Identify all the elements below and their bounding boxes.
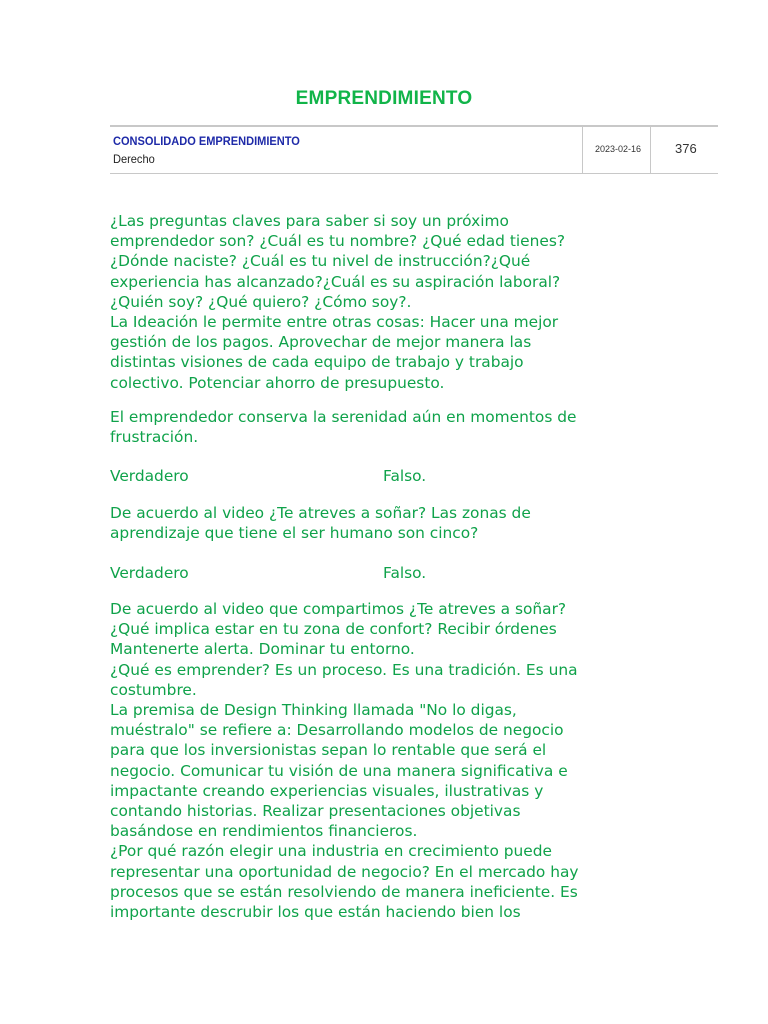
text-line: ¿Las preguntas claves para saber si soy un próximo (110, 212, 509, 230)
header-date-cell (582, 127, 651, 173)
text-line: colectivo. Potenciar ahorro de presupuesto. (110, 373, 445, 392)
document-number: 376 (675, 141, 697, 156)
text-line: Mantenerte alerta. Dominar tu entorno. (110, 640, 415, 659)
false-option-label: Falso. (383, 467, 427, 485)
text-line: ¿Por qué razón elegir una industria en crecimiento puede (110, 842, 553, 861)
text-line: impactante creando experiencias visuales, ilustrativas y (110, 781, 544, 800)
page-title: EMPRENDIMIENTO (295, 88, 473, 109)
text-line: procesos que se están resolviendo de manera ineficiente. Es (110, 882, 578, 901)
text-line: frustración. (110, 428, 199, 447)
text-line: distintas visiones de cada equipo de trabajo y trabajo (110, 353, 524, 372)
text-line: representar una oportunidad de negocio? En el mercado hay (110, 862, 579, 881)
document-date: 2023-02-16 (595, 144, 642, 154)
text-line: ¿Quién soy? ¿Qué quiero? ¿Cómo soy?. (110, 292, 412, 311)
true-option-label: Verdadero (110, 467, 189, 485)
header-main-cell (110, 127, 582, 173)
course-subtitle: Derecho (113, 152, 155, 166)
paragraph-block-1 (110, 211, 670, 393)
true-option-label: Verdadero (110, 564, 189, 582)
document-header-table (110, 125, 718, 174)
text-line: aprendizaje que tiene el ser humano son cinco? (110, 524, 479, 543)
text-line: contando historias. Realizar presentaciones objetivas (110, 802, 521, 821)
text-line: negocio. Comunicar tu visión de una manera significativa e (110, 761, 568, 780)
text-line: El emprendedor conserva la serenidad aún en momentos de (110, 408, 577, 426)
text-line: gestión de los pagos. Aprovechar de mejor manera las (110, 333, 532, 352)
text-line: costumbre. (110, 680, 197, 699)
false-option-label: Falso. (383, 564, 427, 582)
text-line: muéstralo" se refiere a: Desarrollando modelos de negocio (110, 721, 564, 740)
text-line: para que los inversionistas sepan lo rentable que será el (110, 741, 547, 760)
text-line: ¿Qué implica estar en tu zona de confort? Recibir órdenes (110, 620, 557, 639)
text-line: La premisa de Design Thinking llamada "No lo digas, (110, 701, 517, 720)
text-line: De acuerdo al video ¿Te atreves a soñar? Las zonas de (110, 504, 531, 522)
paragraph-block-2 (110, 407, 670, 447)
text-line: ¿Qué es emprender? Es un proceso. Es una tradición. Es una (110, 660, 578, 679)
course-title: CONSOLIDADO EMPRENDIMIENTO (113, 134, 300, 148)
text-line: La Ideación le permite entre otras cosas: Hacer una mejor (110, 313, 559, 332)
text-line: ¿Dónde naciste? ¿Cuál es tu nivel de instrucción?¿Qué (110, 252, 531, 271)
header-number-cell (650, 127, 719, 173)
paragraph-block-4 (110, 599, 670, 922)
paragraph-block-3 (110, 503, 670, 543)
text-line: basándose en rendimientos financieros. (110, 822, 418, 841)
text-line: experiencia has alcanzado?¿Cuál es su aspiración laboral? (110, 272, 561, 291)
text-line: De acuerdo al video que compartimos ¿Te atreves a soñar? (110, 600, 567, 618)
text-line: importante descrubir los que están haciendo bien los (110, 903, 521, 922)
text-line: emprendedor son? ¿Cuál es tu nombre? ¿Qué edad tienes? (110, 232, 566, 251)
